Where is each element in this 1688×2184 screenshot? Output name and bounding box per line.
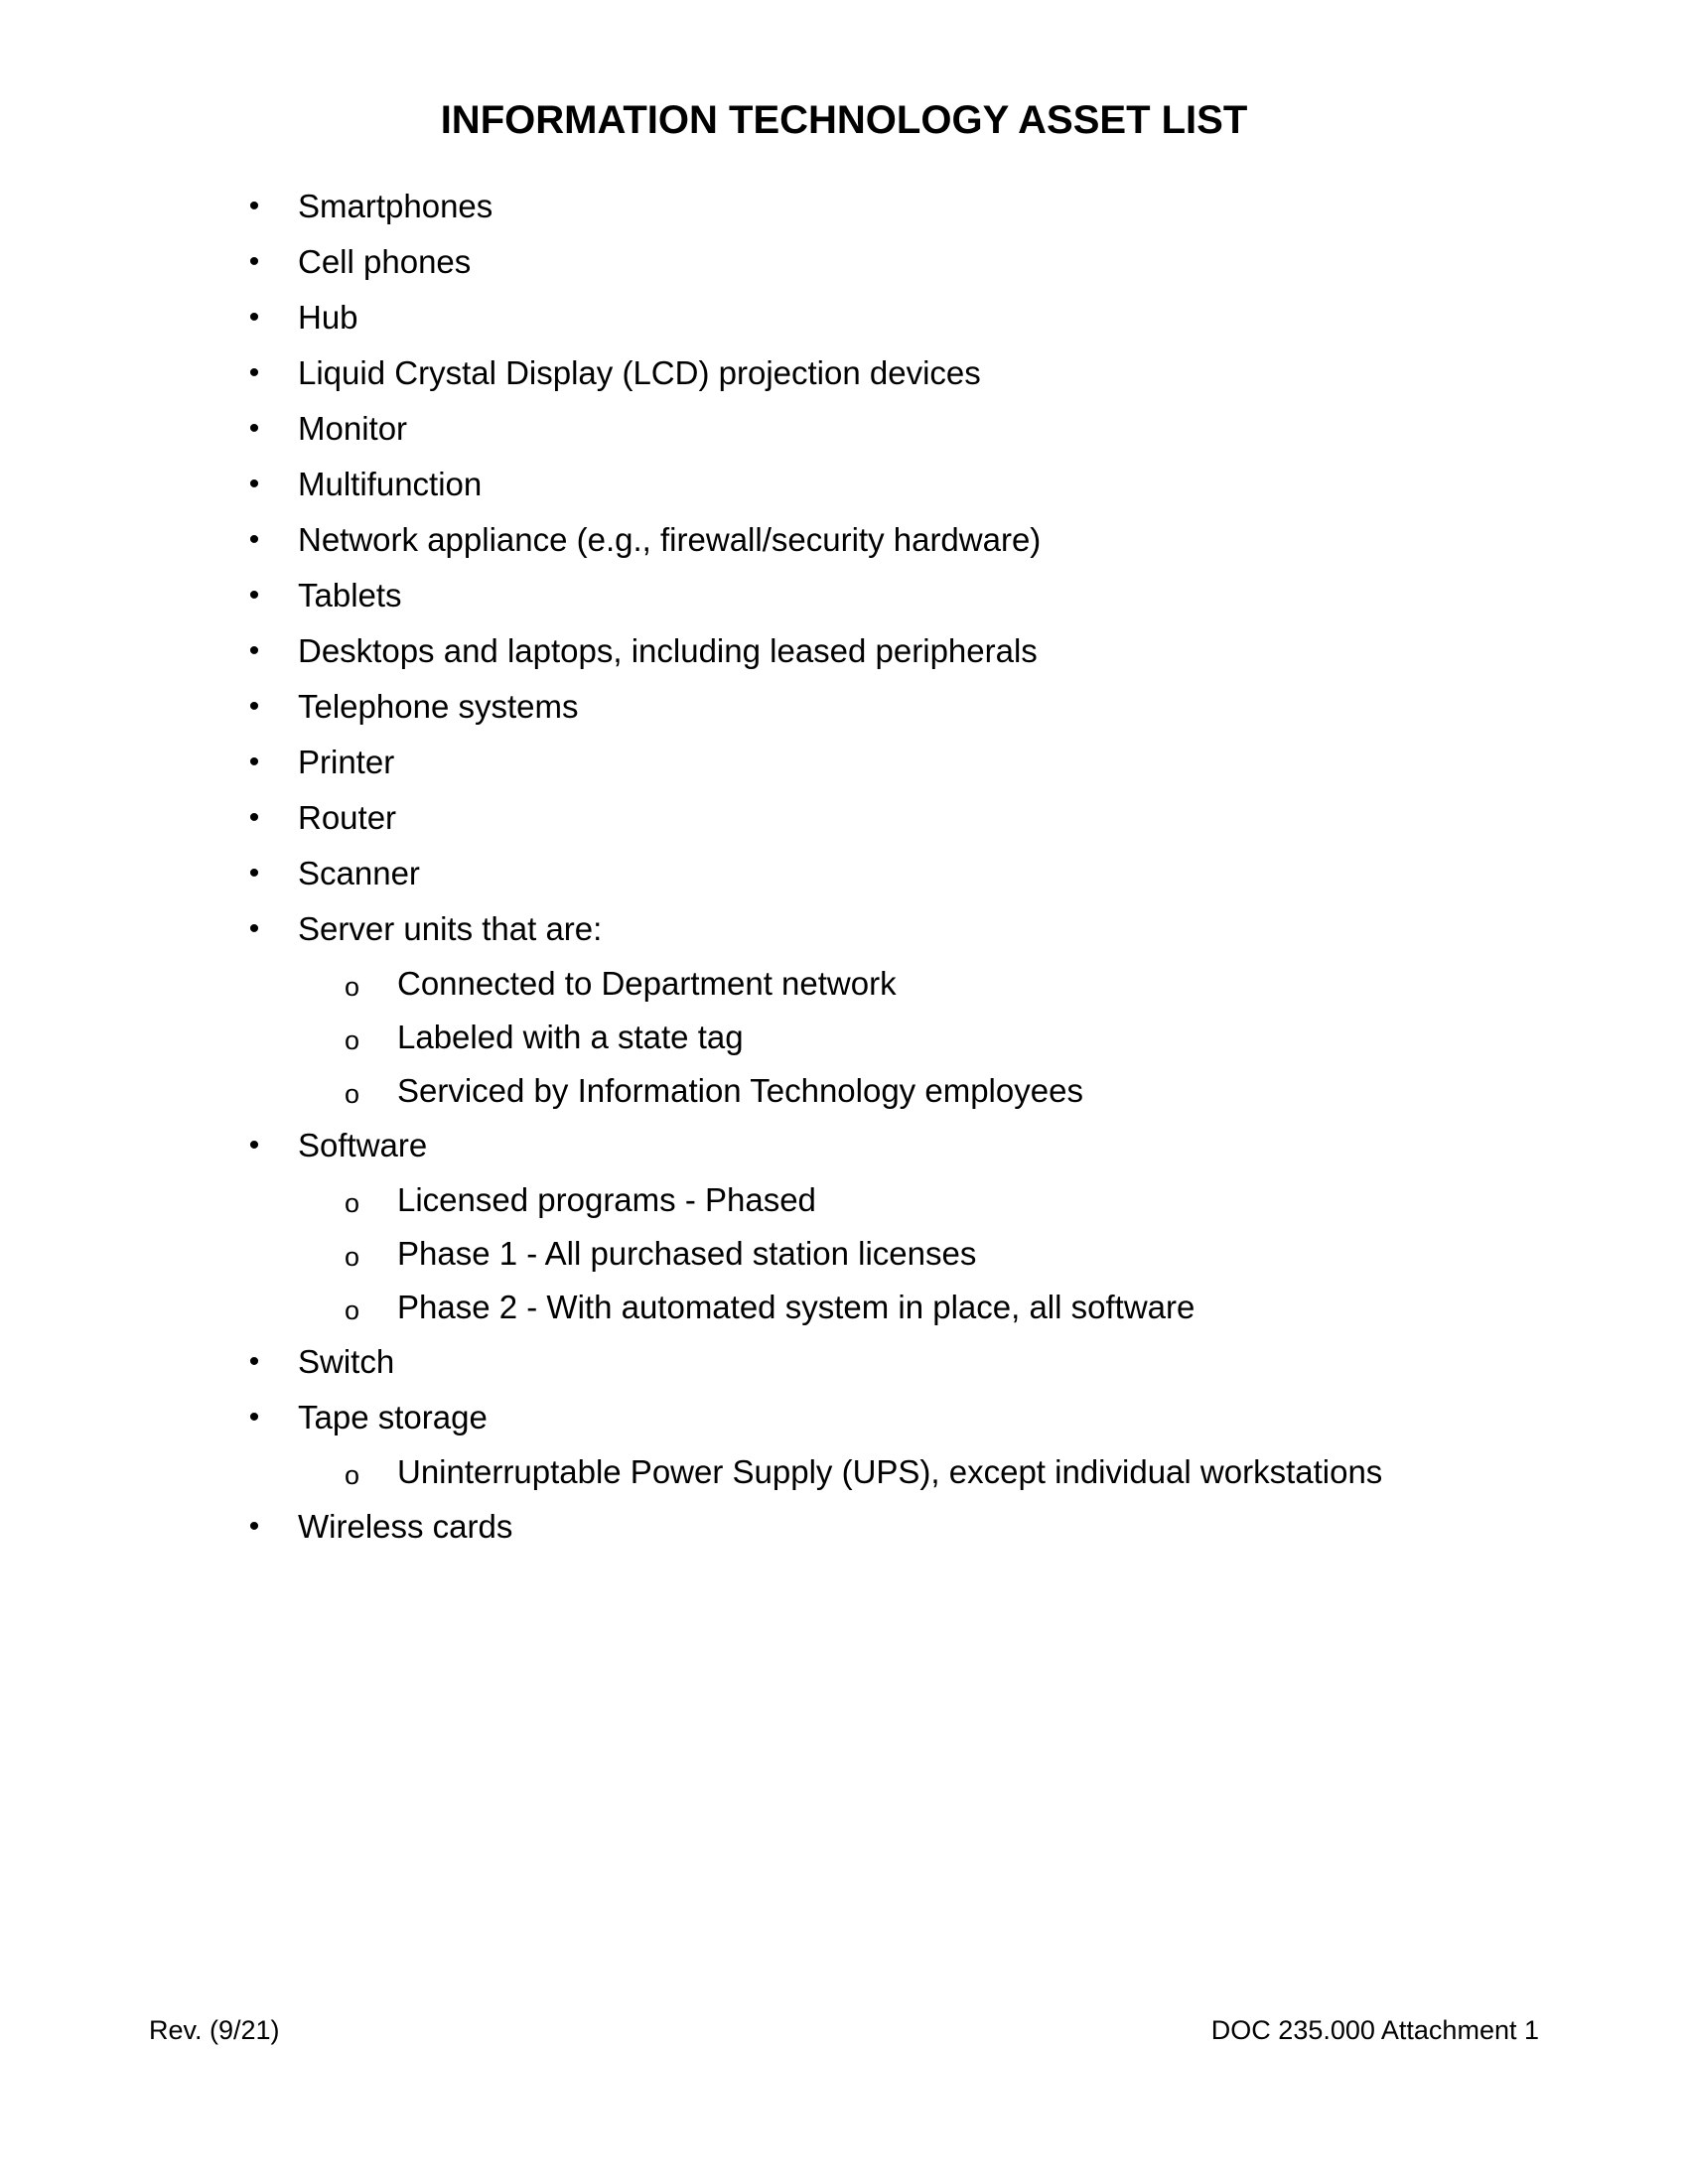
bullet-icon: • — [248, 245, 260, 278]
list-item-label: Server units that are: — [298, 910, 603, 947]
bullet-icon: • — [248, 746, 260, 778]
list-item — [244, 846, 1382, 901]
list-item-label: Multifunction — [298, 466, 483, 502]
list-item — [244, 401, 1382, 457]
sub-list-wrapper — [244, 1173, 1382, 1334]
list-item — [244, 345, 1382, 401]
bullet-icon: • — [248, 523, 260, 556]
list-item-label: Desktops and laptops, including leased peripherals — [298, 632, 1038, 669]
list-item-label: Tablets — [298, 577, 402, 614]
asset-list — [244, 179, 1382, 1555]
bullet-icon: • — [248, 801, 260, 834]
sub-list — [244, 1173, 1382, 1334]
sub-list — [244, 1445, 1382, 1499]
sub-list-wrapper — [244, 1445, 1382, 1499]
bullet-icon: • — [248, 468, 260, 500]
list-item — [244, 679, 1382, 735]
list-item — [244, 901, 1382, 957]
sub-list-item — [244, 1445, 1382, 1499]
list-item-label: Monitor — [298, 410, 408, 447]
list-item-label: Liquid Crystal Display (LCD) projection devices — [298, 354, 981, 391]
list-item — [244, 568, 1382, 623]
hollow-bullet-icon: o — [345, 1079, 360, 1109]
sub-list-item-label: Labeled with a state tag — [397, 1019, 744, 1055]
sub-list-item-label: Phase 1 - All purchased station licenses — [397, 1235, 977, 1272]
bullet-icon: • — [248, 1510, 260, 1543]
list-item — [244, 1118, 1382, 1173]
list-item — [244, 1499, 1382, 1555]
bullet-icon: • — [248, 356, 260, 389]
hollow-bullet-icon: o — [345, 1025, 360, 1055]
list-item-label: Router — [298, 799, 397, 836]
list-item-label: Software — [298, 1127, 428, 1163]
sub-list — [244, 957, 1382, 1118]
bullet-icon: • — [248, 912, 260, 945]
list-item — [244, 735, 1382, 790]
bullet-icon: • — [248, 412, 260, 445]
list-item-label: Telephone systems — [298, 688, 579, 725]
hollow-bullet-icon: o — [345, 972, 360, 1002]
doc-reference: DOC 235.000 Attachment 1 — [1210, 2015, 1539, 2045]
list-item-label: Network appliance (e.g., firewall/security hardware) — [298, 521, 1042, 558]
bullet-icon: • — [248, 1401, 260, 1433]
list-item — [244, 512, 1382, 568]
hollow-bullet-icon: o — [345, 1242, 360, 1272]
list-item-label: Cell phones — [298, 243, 472, 280]
list-item — [244, 623, 1382, 679]
sub-list-wrapper — [244, 957, 1382, 1118]
page-title: INFORMATION TECHNOLOGY ASSET LIST — [440, 98, 1248, 142]
bullet-icon: • — [248, 190, 260, 222]
sub-list-item — [244, 1011, 1382, 1064]
sub-list-item — [244, 1227, 1382, 1281]
sub-list-item — [244, 1281, 1382, 1334]
sub-list-item-label: Licensed programs - Phased — [397, 1181, 816, 1218]
revision-label: Rev. (9/21) — [149, 2015, 280, 2045]
bullet-icon: • — [248, 634, 260, 667]
hollow-bullet-icon: o — [345, 1460, 360, 1490]
sub-list-item-label: Serviced by Information Technology employees — [397, 1072, 1083, 1109]
bullet-icon: • — [248, 690, 260, 723]
bullet-icon: • — [248, 857, 260, 889]
list-item-label: Switch — [298, 1343, 395, 1380]
bullet-icon: • — [248, 1345, 260, 1378]
list-item — [244, 1334, 1382, 1390]
list-item-label: Printer — [298, 744, 395, 780]
list-item-label: Scanner — [298, 855, 420, 891]
bullet-icon: • — [248, 301, 260, 334]
list-item — [244, 290, 1382, 345]
list-item — [244, 790, 1382, 846]
hollow-bullet-icon: o — [345, 1188, 360, 1218]
hollow-bullet-icon: o — [345, 1296, 360, 1325]
bullet-icon: • — [248, 579, 260, 612]
list-item — [244, 457, 1382, 512]
list-item-label: Smartphones — [298, 188, 493, 224]
list-item — [244, 179, 1382, 234]
sub-list-item — [244, 1064, 1382, 1118]
list-item-label: Hub — [298, 299, 358, 336]
bullet-icon: • — [248, 1129, 260, 1161]
sub-list-item-label: Uninterruptable Power Supply (UPS), except individual workstations — [397, 1453, 1383, 1490]
list-item — [244, 234, 1382, 290]
sub-list-item-label: Phase 2 - With automated system in place, all software — [397, 1289, 1196, 1325]
list-item — [244, 1390, 1382, 1445]
sub-list-item-label: Connected to Department network — [397, 965, 897, 1002]
list-item-label: Tape storage — [298, 1399, 488, 1435]
sub-list-item — [244, 957, 1382, 1011]
list-item-label: Wireless cards — [298, 1508, 513, 1545]
sub-list-item — [244, 1173, 1382, 1227]
